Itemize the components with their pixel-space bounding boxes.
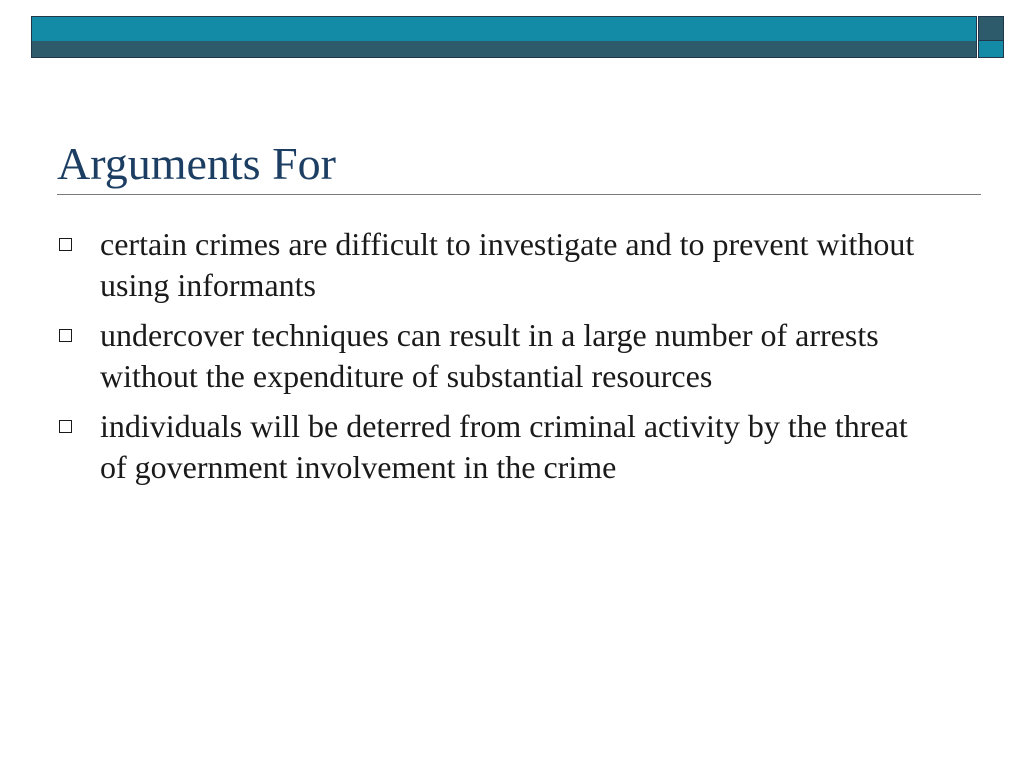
bullet-item (58, 315, 938, 397)
bullet-item (58, 224, 938, 306)
bullet-text: certain crimes are difficult to investigate and to prevent without using informants (100, 226, 915, 303)
header-banner-side-lower (979, 40, 1003, 57)
bullet-item (58, 406, 938, 488)
header-banner-side-block (978, 16, 1004, 58)
hollow-square-bullet-icon (59, 420, 72, 433)
hollow-square-bullet-icon (59, 238, 72, 251)
bullet-text: individuals will be deterred from criminal activity by the threat of government involvement in the crime (100, 408, 908, 485)
header-banner (31, 16, 977, 58)
slide-title: Arguments For (57, 138, 336, 189)
title-divider (57, 194, 981, 195)
header-banner-lower-band (32, 41, 976, 57)
hollow-square-bullet-icon (59, 329, 72, 342)
bullet-text: undercover techniques can result in a large number of arrests without the expenditure of substantial resources (100, 317, 879, 394)
bullet-list (58, 224, 938, 497)
